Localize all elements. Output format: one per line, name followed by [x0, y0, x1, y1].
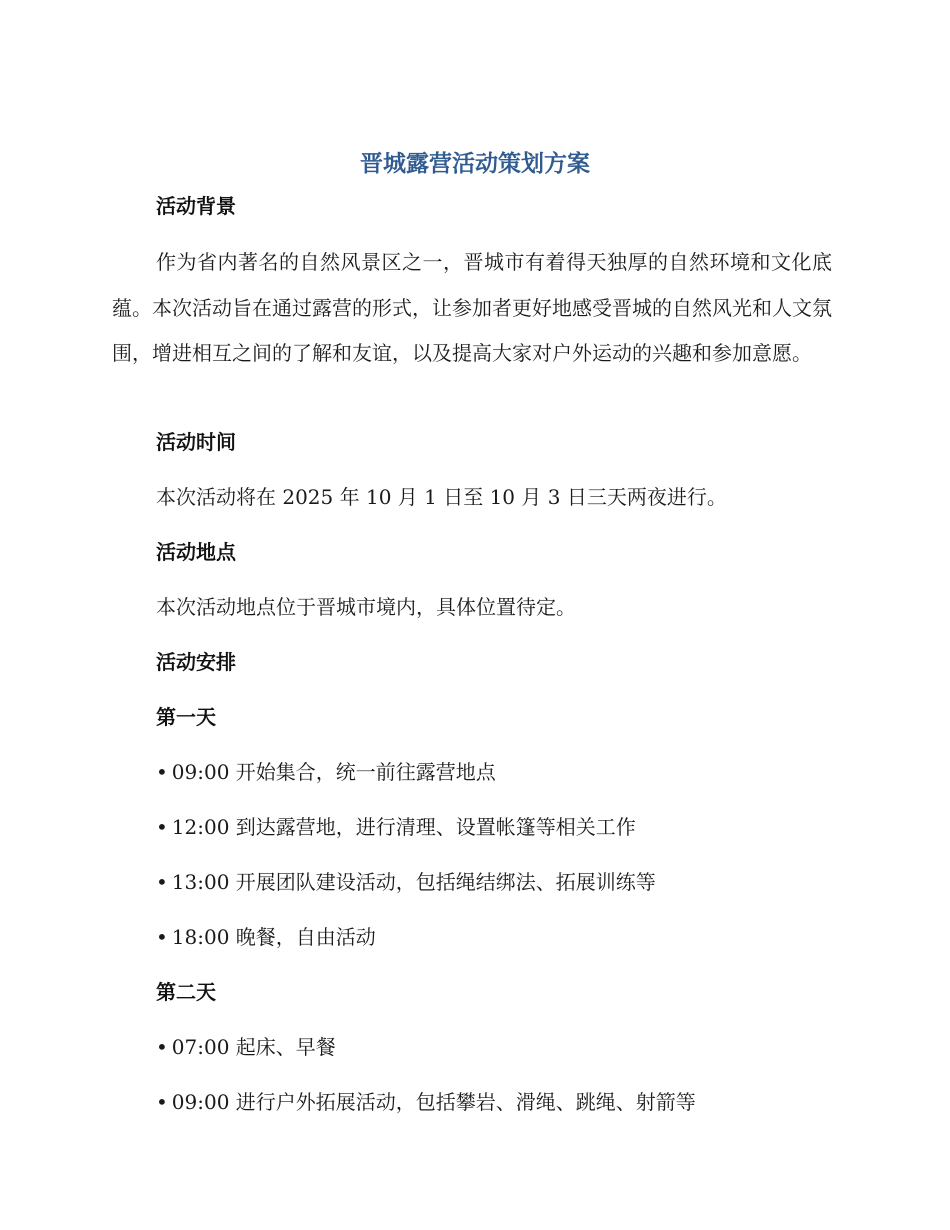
day1-heading: 第一天 [156, 705, 216, 729]
list-item [156, 1087, 696, 1117]
list-item-text: 09:00 开始集合，统一前往露营地点 [171, 760, 496, 784]
list-item-text: 18:00 晚餐，自由活动 [171, 925, 376, 949]
section-heading-schedule: 活动安排 [156, 650, 236, 674]
list-item-text: 07:00 起床、早餐 [171, 1035, 336, 1059]
list-item-text: 09:00 进行户外拓展活动，包括攀岩、滑绳、跳绳、射箭等 [171, 1090, 696, 1114]
list-item [156, 1032, 336, 1062]
bullet-icon: • [156, 1090, 168, 1114]
list-item [156, 812, 636, 842]
list-item [156, 757, 496, 787]
day2-heading: 第二天 [156, 980, 216, 1004]
section-heading-time: 活动时间 [156, 430, 236, 454]
background-paragraph: 作为省内著名的自然风景区之一，晋城市有着得天独厚的自然环境和文化底蕴。本次活动旨在通过露营的形式，让参加者更好地感受晋城的自然风光和人文氛围，增进相互之间的了解和友谊，以及提高大家对户外运动的兴趣和参加意愿。 [112, 250, 832, 365]
bullet-icon: • [156, 760, 168, 784]
section-heading-location: 活动地点 [156, 540, 236, 564]
time-paragraph: 本次活动将在 2025 年 10 月 1 日至 10 月 3 日三天两夜进行。 [156, 485, 727, 509]
list-item [156, 922, 376, 952]
bullet-icon: • [156, 815, 168, 839]
bullet-icon: • [156, 925, 168, 949]
location-paragraph: 本次活动地点位于晋城市境内，具体位置待定。 [156, 595, 576, 619]
list-item-text: 13:00 开展团队建设活动，包括绳结绑法、拓展训练等 [171, 870, 656, 894]
list-item [156, 867, 656, 897]
page-title: 晋城露营活动策划方案 [360, 151, 590, 177]
list-item-text: 12:00 到达露营地，进行清理、设置帐篷等相关工作 [171, 815, 636, 839]
bullet-icon: • [156, 870, 168, 894]
section-heading-background: 活动背景 [156, 194, 236, 218]
bullet-icon: • [156, 1035, 168, 1059]
